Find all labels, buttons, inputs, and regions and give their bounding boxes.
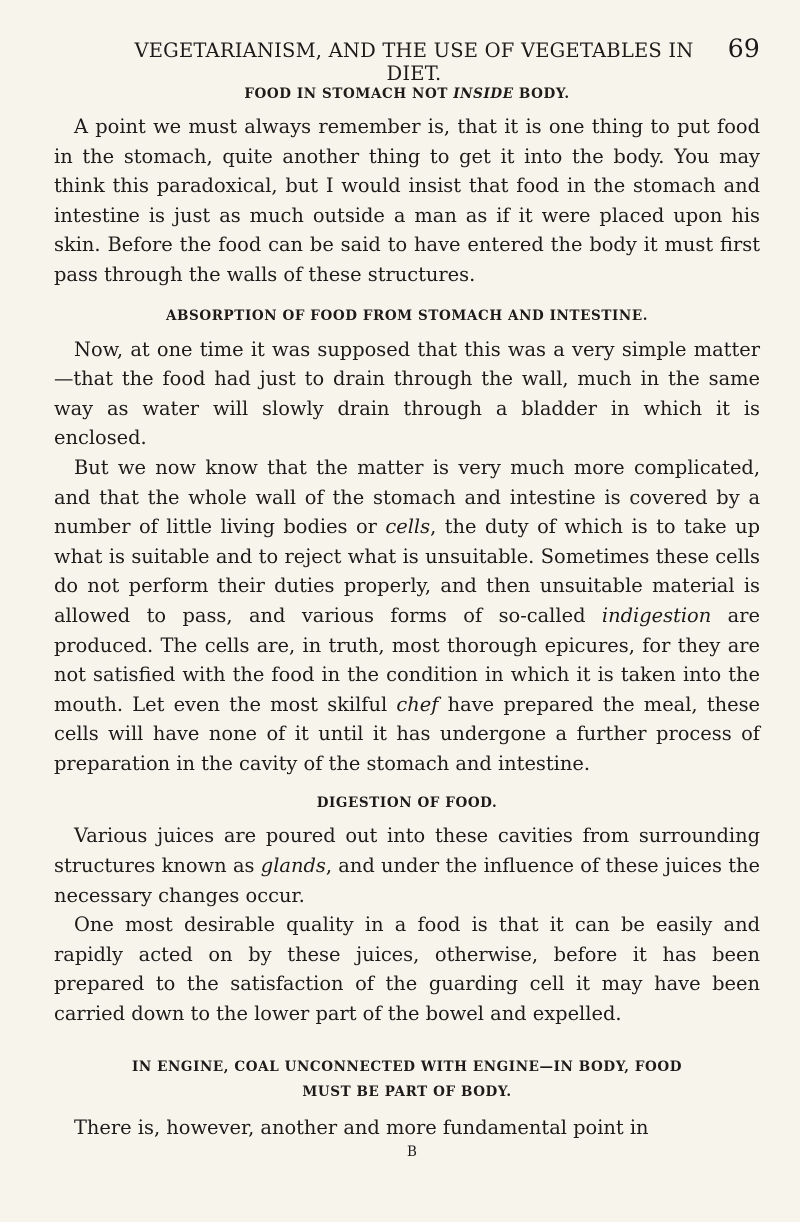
section-heading-absorption: ABSORPTION OF FOOD FROM STOMACH AND INTESTINE. xyxy=(165,307,649,324)
paragraph: One most desirable quality in a food is that it can be easily and rapidly acted on by these juices, otherwise, before it has been prepared to the satisfaction of the guarding cell it may have been carried down to the lower part of the bowel and expelled. xyxy=(54,913,760,1026)
running-head xyxy=(54,34,760,85)
page-number: 69 xyxy=(727,34,760,63)
paragraph: Now, at one time it was supposed that this was a very simple matter—that the food had just to drain through the wall, much in the same way as water will slowly drain through a bladder in which it is enclosed. xyxy=(54,337,760,450)
paragraph: A point we must always remember is, that it is one thing to put food in the stomach, quite another thing to get it into the body. You may think this paradoxical, but I would insist that food in the stomach and intestine is just as much outside a man as if it were placed upon his skin. Before the food can be said to have entered the body it must first pass through the walls of these structures. xyxy=(54,115,760,286)
section-heading-food-in-stomach: FOOD IN STOMACH NOT INSIDE BODY. xyxy=(244,86,570,102)
paragraph: Various juices are poured out into these cavities from surrounding structures known as glands, and under the influence of these juices the necessary changes occur. xyxy=(54,824,760,907)
paragraph: But we now know that the matter is very much more complicated, and that the whole wall of the stomach and intestine is covered by a number of little living bodies or cells, the duty of which is to take up what is suitable and to reject what is unsuitable. Sometimes these cells do not perform their duties properly, and then unsuitable material is allowed to pass, and various forms of so-called indigestion are produced. The cells are, in truth, most thorough epicures, for they are not satisfied with the food in the condition in which it is taken into the mouth. Let even the most skilful chef have prepared the meal, these cells will have none of it until it has undergone a further process of preparation in the cavity of the stomach and intestine. xyxy=(54,455,761,775)
section-heading-digestion: DIGESTION OF FOOD. xyxy=(316,795,498,812)
running-head-title: VEGETARIANISM, AND THE USE OF VEGETABLES IN DIET. xyxy=(134,39,694,85)
section-heading-engine: IN ENGINE, COAL UNCONNECTED WITH ENGINE—IN BODY, FOOD MUST BE PART OF BODY. xyxy=(131,1058,683,1100)
paragraph: There is, however, another and more fundamental point in xyxy=(74,1115,649,1139)
signature-mark: B xyxy=(407,1144,417,1161)
